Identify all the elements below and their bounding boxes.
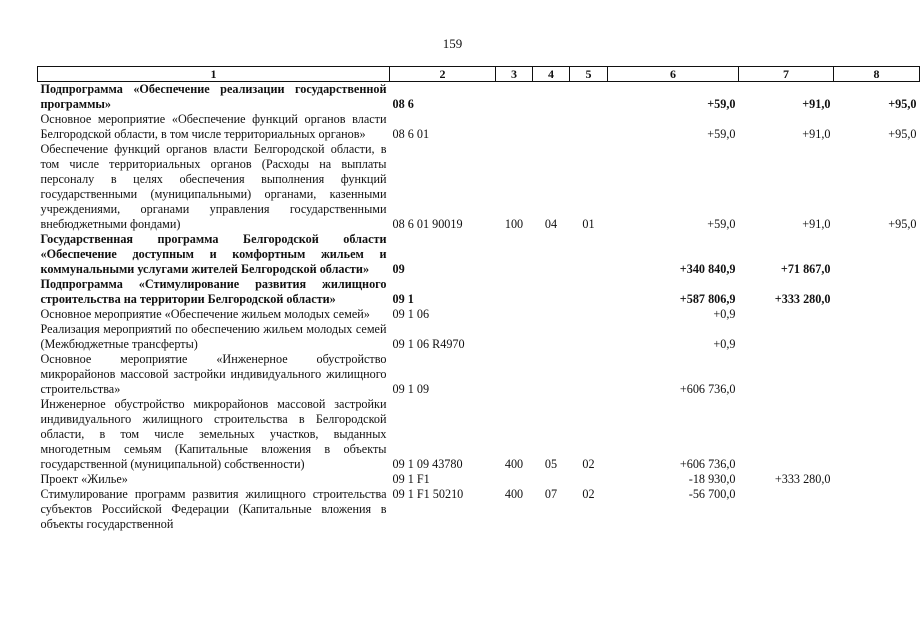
row-col-5 xyxy=(570,472,608,487)
row-col-5: 01 xyxy=(582,217,595,231)
row-col-4 xyxy=(533,307,570,322)
row-code: 09 1 xyxy=(392,292,414,306)
row-col-5 xyxy=(570,112,608,142)
row-col-6: -56 700,0 xyxy=(688,487,736,501)
header-col-5: 5 xyxy=(570,67,608,82)
row-name: Подпрограмма «Обеспечение реализации государственной программы» xyxy=(40,82,387,111)
row-col-5 xyxy=(570,322,608,352)
row-name: Реализация мероприятий по обеспечению жильем молодых семей (Межбюджетные трансферты) xyxy=(40,322,387,351)
row-col-7 xyxy=(739,322,834,352)
row-col-6: -18 930,0 xyxy=(688,472,736,486)
row-col-6: +0,9 xyxy=(713,307,736,321)
table-row xyxy=(38,277,920,307)
row-col-6: +0,9 xyxy=(713,337,736,351)
row-col-4 xyxy=(533,82,570,113)
budget-table xyxy=(37,66,920,532)
row-code: 09 1 09 43780 xyxy=(392,457,463,471)
table-row xyxy=(38,397,920,472)
row-name: Стимулирование программ развития жилищного строительства субъектов Российской Федерации (Капитальные вложения в объекты государственной xyxy=(40,487,387,531)
row-col-8 xyxy=(834,352,920,397)
row-col-4: 05 xyxy=(544,457,558,471)
row-col-8: +95,0 xyxy=(888,217,917,231)
header-col-7: 7 xyxy=(739,67,834,82)
table-row xyxy=(38,112,920,142)
table-row xyxy=(38,307,920,322)
row-col-5 xyxy=(570,232,608,277)
row-col-4 xyxy=(533,277,570,307)
table-row xyxy=(38,322,920,352)
row-name: Основное мероприятие «Обеспечение жильем молодых семей» xyxy=(40,307,370,321)
row-name: Проект «Жилье» xyxy=(40,472,128,486)
row-col-6: +59,0 xyxy=(707,97,736,111)
row-col-3 xyxy=(496,112,533,142)
row-col-7 xyxy=(739,487,834,532)
row-col-8: +95,0 xyxy=(888,97,917,111)
row-col-6: +59,0 xyxy=(707,127,736,141)
row-col-3 xyxy=(496,232,533,277)
row-col-5: 02 xyxy=(582,487,595,501)
row-col-4 xyxy=(533,112,570,142)
row-col-3: 100 xyxy=(504,217,524,231)
row-col-3 xyxy=(496,307,533,322)
table-row xyxy=(38,352,920,397)
row-name: Государственная программа Белгородской области «Обеспечение доступным и комфортным жильем и коммунальными услугами жителей Белгородской области» xyxy=(40,232,387,276)
row-col-6: +606 736,0 xyxy=(679,382,736,396)
table-row xyxy=(38,82,920,113)
row-col-8 xyxy=(834,307,920,322)
header-col-2: 2 xyxy=(390,67,496,82)
row-col-3: 400 xyxy=(504,487,524,501)
row-col-8: +95,0 xyxy=(888,127,917,141)
row-col-7: +333 280,0 xyxy=(774,292,831,306)
header-col-8: 8 xyxy=(834,67,920,82)
row-col-6: +59,0 xyxy=(707,217,736,231)
row-col-4 xyxy=(533,232,570,277)
row-col-8 xyxy=(834,487,920,532)
row-col-3 xyxy=(496,277,533,307)
row-col-5 xyxy=(570,82,608,113)
page-number: 159 xyxy=(442,36,463,51)
row-col-7: +91,0 xyxy=(802,127,831,141)
row-code: 09 1 F1 xyxy=(392,472,430,486)
row-col-8 xyxy=(834,322,920,352)
row-col-3 xyxy=(496,352,533,397)
row-col-8 xyxy=(834,232,920,277)
row-col-3: 400 xyxy=(504,457,524,471)
row-col-8 xyxy=(834,472,920,487)
row-col-5 xyxy=(570,352,608,397)
row-col-4 xyxy=(533,352,570,397)
row-col-3 xyxy=(496,82,533,113)
table-row xyxy=(38,142,920,232)
row-col-6: +606 736,0 xyxy=(679,457,736,471)
header-col-4: 4 xyxy=(533,67,570,82)
row-code: 09 1 09 xyxy=(392,382,430,396)
row-code: 09 xyxy=(392,262,405,276)
row-col-7: +333 280,0 xyxy=(774,472,831,486)
row-col-6: +587 806,9 xyxy=(679,292,736,306)
table-header-row xyxy=(38,67,920,82)
row-col-7 xyxy=(739,352,834,397)
row-name: Обеспечение функций органов власти Белгородской области, в том числе территориальных органов (Расходы на выплаты персоналу в целях обеспечения выполнения функций государственными (муниципальными) органами, казенными учреждениями, органами управления государственными внебюджетными фондами) xyxy=(40,142,387,231)
row-code: 08 6 01 90019 xyxy=(392,217,463,231)
row-code: 08 6 xyxy=(392,97,414,111)
row-col-6: +340 840,9 xyxy=(679,262,736,276)
header-col-3: 3 xyxy=(496,67,533,82)
row-col-7: +71 867,0 xyxy=(780,262,831,276)
row-col-8 xyxy=(834,277,920,307)
table-row xyxy=(38,232,920,277)
row-col-3 xyxy=(496,472,533,487)
row-col-5: 02 xyxy=(582,457,595,471)
row-col-4 xyxy=(533,472,570,487)
row-col-5 xyxy=(570,307,608,322)
row-col-4 xyxy=(533,322,570,352)
header-col-1: 1 xyxy=(38,67,390,82)
row-col-8 xyxy=(834,397,920,472)
table-row xyxy=(38,472,920,487)
row-code: 08 6 01 xyxy=(392,127,430,141)
row-code: 09 1 06 R4970 xyxy=(392,337,465,351)
row-col-7 xyxy=(739,397,834,472)
header-col-6: 6 xyxy=(608,67,739,82)
row-name: Подпрограмма «Стимулирование развития жилищного строительства на территории Белгородской области» xyxy=(40,277,387,306)
row-name: Инженерное обустройство микрорайонов массовой застройки индивидуального жилищного строительства в Белгородской области, в том числе земельных участков, выданных многодетным семьям (Капитальные вложения в объекты государственной (муниципальной) собственности) xyxy=(40,397,387,471)
row-name: Основное мероприятие «Обеспечение функций органов власти Белгородской области, в том числе территориальных органов» xyxy=(40,112,387,141)
row-col-4: 07 xyxy=(544,487,558,501)
row-col-3 xyxy=(496,322,533,352)
table-row xyxy=(38,487,920,532)
row-col-7: +91,0 xyxy=(802,97,831,111)
row-col-7 xyxy=(739,307,834,322)
row-col-5 xyxy=(570,277,608,307)
row-name: Основное мероприятие «Инженерное обустройство микрорайонов массовой застройки индивидуального жилищного строительства» xyxy=(40,352,387,396)
row-code: 09 1 F1 50210 xyxy=(392,487,464,501)
row-code: 09 1 06 xyxy=(392,307,430,321)
row-col-7: +91,0 xyxy=(802,217,831,231)
row-col-4: 04 xyxy=(544,217,558,231)
